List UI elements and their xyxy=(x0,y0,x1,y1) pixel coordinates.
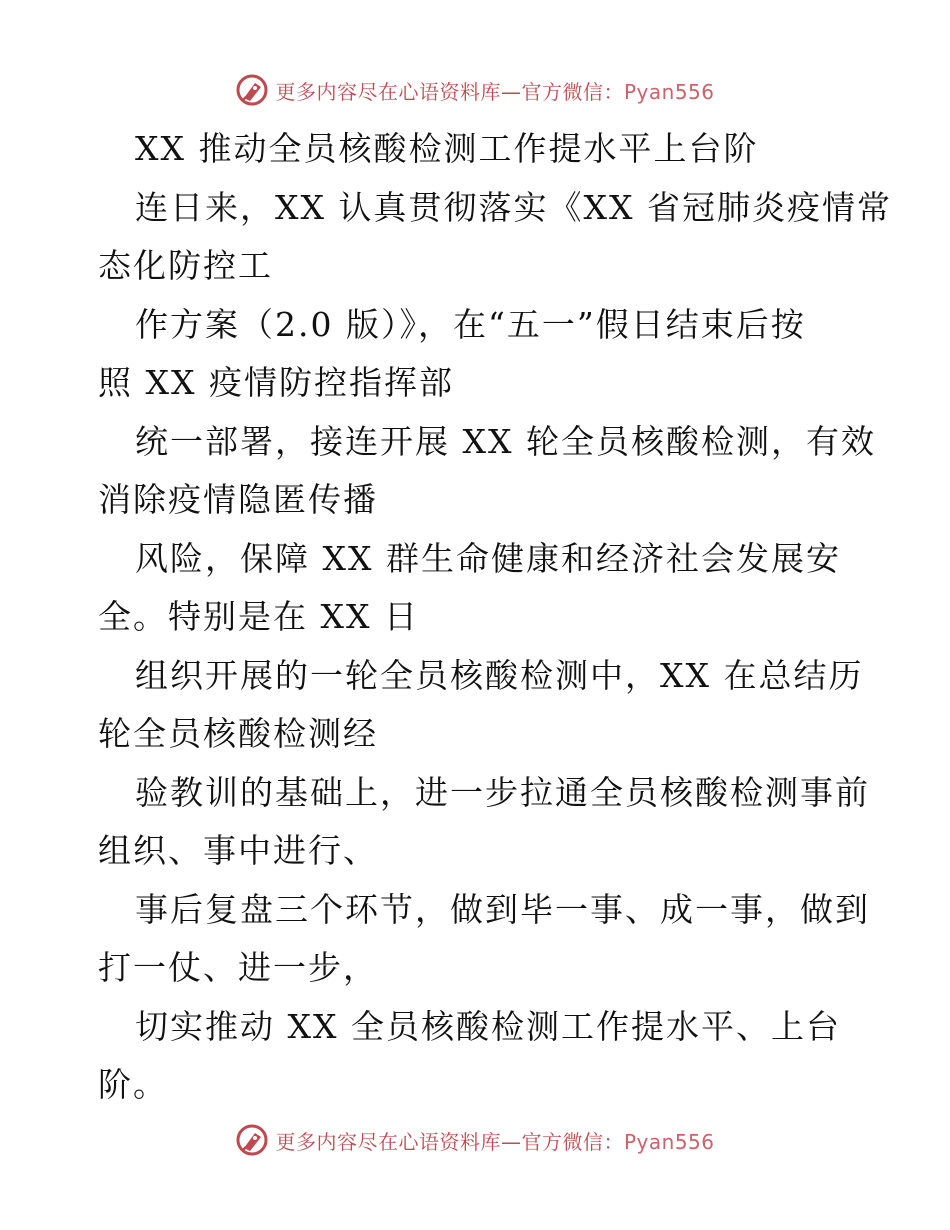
document-line: 轮全员核酸检测经 xyxy=(98,714,378,753)
document-body xyxy=(98,120,892,1115)
banner-text xyxy=(275,76,714,105)
banner-wechat-account: Pyan556 xyxy=(623,1129,715,1154)
document-line: 验教训的基础上，进一步拉通全员核酸检测事前 xyxy=(135,772,870,812)
document-line: 切实推动 XX 全员核酸检测工作提水平、上台 xyxy=(135,1006,841,1046)
document-line: 态化防控工 xyxy=(98,246,273,285)
footer-banner xyxy=(0,1120,950,1160)
document-line: 全。特别是在 XX 日 xyxy=(98,597,419,636)
document-line: 组织开展的一轮全员核酸检测中，XX 在总结历 xyxy=(135,655,864,695)
document-title: XX 推动全员核酸检测工作提水平上台阶 xyxy=(135,129,759,168)
document-line: 统一部署，接连开展 XX 轮全员核酸检测，有效 xyxy=(135,421,876,461)
banner-wechat-label: 官方微信： xyxy=(521,79,624,104)
banner-wechat-account: Pyan556 xyxy=(623,79,715,104)
document-line: 消除疫情隐匿传播 xyxy=(98,480,378,519)
banner-dash: — xyxy=(500,79,522,104)
document-line: 事后复盘三个环节，做到毕一事、成一事，做到 xyxy=(135,889,870,929)
document-line: 照 XX 疫情防控指挥部 xyxy=(98,363,454,402)
document-line: 阶。 xyxy=(98,1065,168,1104)
pen-nib-logo-icon xyxy=(235,73,269,107)
document-line: 打一仗、进一步， xyxy=(98,948,378,987)
header-banner xyxy=(0,70,950,110)
pen-nib-logo-icon xyxy=(235,1123,269,1157)
document-line: 连日来，XX 认真贯彻落实《XX 省冠肺炎疫情常 xyxy=(135,187,892,227)
banner-dash: — xyxy=(500,1129,522,1154)
banner-wechat-label: 官方微信： xyxy=(521,1129,624,1154)
banner-text xyxy=(275,1126,714,1155)
document-line: 组织、事中进行、 xyxy=(98,831,378,870)
banner-site-text: 更多内容尽在心语资料库 xyxy=(275,79,501,104)
banner-site-text: 更多内容尽在心语资料库 xyxy=(275,1129,501,1154)
document-line: 作方案（2.0 版）》，在“五一”假日结束后按 xyxy=(135,304,806,344)
document-line: 风险，保障 XX 群生命健康和经济社会发展安 xyxy=(135,538,841,578)
